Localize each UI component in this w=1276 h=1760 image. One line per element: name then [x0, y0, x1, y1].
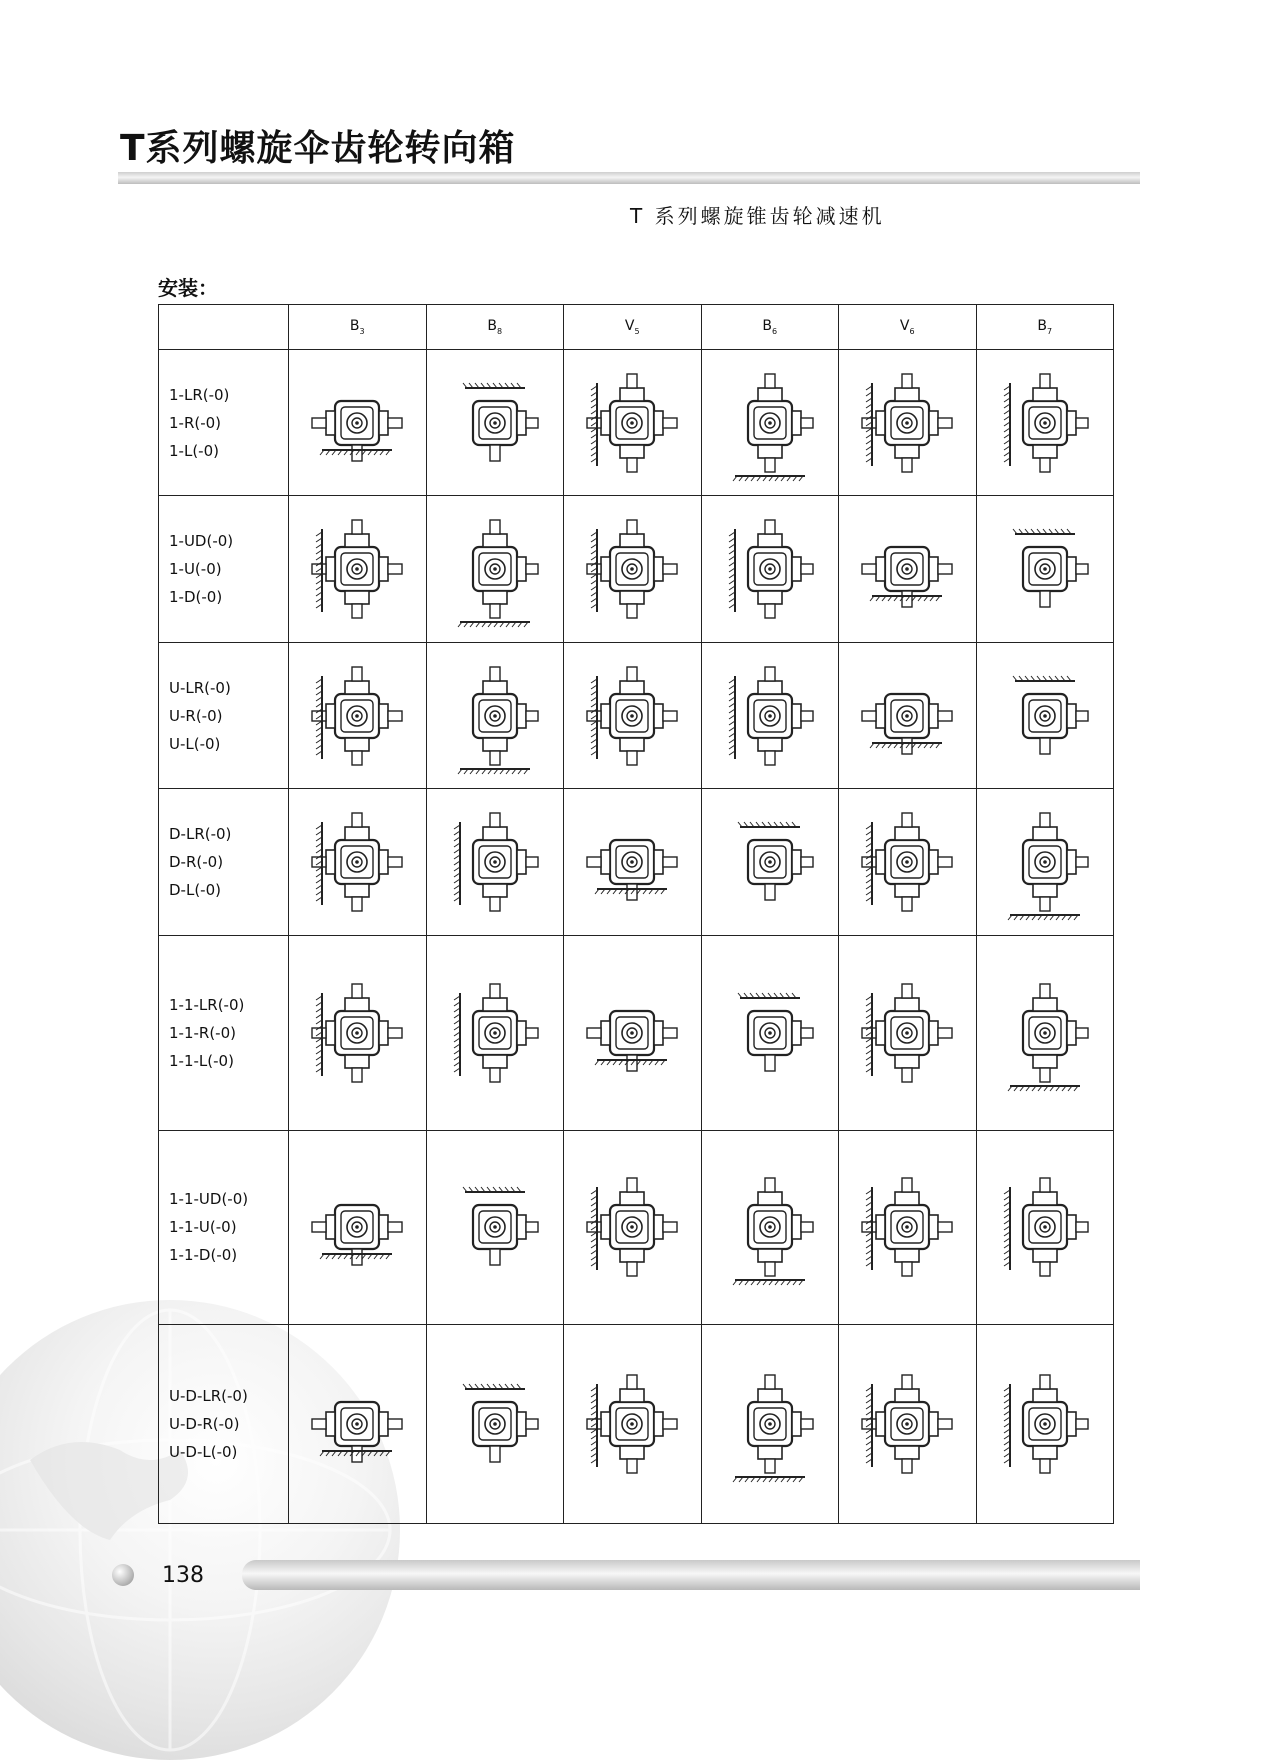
table-row [159, 350, 1114, 496]
gearbox-diagram-icon [977, 651, 1114, 781]
row-label: 1-1-R(-0) [169, 1023, 236, 1042]
table-row [159, 789, 1114, 935]
mounting-diagram-cell [839, 642, 977, 788]
mounting-diagram-cell [426, 496, 564, 642]
mounting-diagram-cell [426, 1130, 564, 1325]
footer-ball-icon [112, 1564, 134, 1586]
mounting-diagram-cell [564, 935, 702, 1130]
mounting-diagram-cell [564, 1325, 702, 1524]
table-header-row [159, 305, 1114, 350]
gearbox-diagram-icon [289, 797, 426, 927]
gearbox-diagram-icon [839, 651, 976, 781]
gearbox-diagram-icon [702, 797, 839, 927]
gearbox-diagram-icon [977, 1162, 1114, 1292]
mounting-diagram-cell [839, 1130, 977, 1325]
mounting-diagram-cell [701, 642, 839, 788]
mounting-diagram-cell [289, 935, 427, 1130]
row-label-cell [159, 789, 289, 935]
gearbox-diagram-icon [289, 968, 426, 1098]
row-label-cell [159, 496, 289, 642]
page-number: 138 [162, 1563, 204, 1588]
row-label: 1-1-UD(-0) [169, 1190, 249, 1209]
gearbox-diagram-icon [839, 968, 976, 1098]
row-label: U-LR(-0) [169, 678, 231, 697]
mounting-diagram-cell [839, 350, 977, 496]
row-label: D-LR(-0) [169, 825, 232, 844]
row-label: D-L(-0) [169, 881, 221, 900]
mounting-diagram-cell [426, 789, 564, 935]
gearbox-diagram-icon [289, 504, 426, 634]
mounting-diagram-cell [289, 350, 427, 496]
mounting-diagram-cell [564, 350, 702, 496]
gearbox-diagram-icon [427, 968, 564, 1098]
gearbox-diagram-icon [702, 504, 839, 634]
mounting-diagram-cell [426, 642, 564, 788]
gearbox-diagram-icon [702, 968, 839, 1098]
row-label: 1-LR(-0) [169, 385, 230, 404]
row-label: U-D-L(-0) [169, 1443, 238, 1462]
gearbox-diagram-icon [839, 1359, 976, 1489]
mounting-diagram-cell [564, 496, 702, 642]
table-row [159, 642, 1114, 788]
mounting-diagram-cell [701, 350, 839, 496]
gearbox-diagram-icon [564, 1162, 701, 1292]
gearbox-diagram-icon [702, 651, 839, 781]
gearbox-diagram-icon [564, 1359, 701, 1489]
row-label: 1-UD(-0) [169, 532, 234, 551]
column-header: $B_6$ [701, 305, 839, 350]
row-label: 1-1-LR(-0) [169, 995, 245, 1014]
gearbox-diagram-icon [427, 504, 564, 634]
gearbox-diagram-icon [427, 358, 564, 488]
row-label: 1-1-L(-0) [169, 1051, 234, 1070]
mounting-diagram-cell [289, 1325, 427, 1524]
row-label-cell [159, 642, 289, 788]
mounting-diagram-cell [839, 935, 977, 1130]
mounting-diagram-cell [839, 1325, 977, 1524]
mounting-diagram-cell [426, 350, 564, 496]
mounting-diagram-cell [426, 935, 564, 1130]
row-label: D-R(-0) [169, 853, 224, 872]
row-label-cell [159, 1130, 289, 1325]
mounting-diagram-cell [701, 789, 839, 935]
mounting-diagram-cell [976, 1325, 1114, 1524]
gearbox-diagram-icon [289, 1359, 426, 1489]
row-label: U-R(-0) [169, 706, 223, 725]
section-label: 安装： [158, 276, 218, 300]
gearbox-diagram-icon [564, 968, 701, 1098]
mounting-diagram-cell [701, 935, 839, 1130]
gearbox-diagram-icon [977, 968, 1114, 1098]
mounting-diagram-cell [701, 1325, 839, 1524]
gearbox-diagram-icon [289, 358, 426, 488]
gearbox-diagram-icon [427, 797, 564, 927]
gearbox-diagram-icon [564, 797, 701, 927]
gearbox-diagram-icon [564, 358, 701, 488]
gearbox-diagram-icon [977, 504, 1114, 634]
gearbox-diagram-icon [564, 504, 701, 634]
title-rule [118, 172, 1140, 184]
row-label: U-L(-0) [169, 734, 221, 753]
mounting-diagram-cell [564, 642, 702, 788]
mounting-diagram-cell [839, 789, 977, 935]
mounting-diagram-cell [701, 1130, 839, 1325]
mounting-diagram-cell [289, 1130, 427, 1325]
mounting-diagram-cell [564, 1130, 702, 1325]
table-row [159, 496, 1114, 642]
gearbox-diagram-icon [839, 1162, 976, 1292]
mounting-diagram-cell [976, 496, 1114, 642]
row-label: 1-L(-0) [169, 441, 219, 460]
mounting-diagram-cell [289, 789, 427, 935]
row-label: 1-R(-0) [169, 413, 222, 432]
gearbox-diagram-icon [702, 358, 839, 488]
mounting-diagram-cell [976, 935, 1114, 1130]
mounting-diagram-cell [976, 350, 1114, 496]
mounting-diagram-cell [839, 496, 977, 642]
mounting-diagram-cell [976, 642, 1114, 788]
mounting-diagram-cell [976, 789, 1114, 935]
page-title: T系列螺旋伞齿轮转向箱 [120, 128, 516, 169]
table-row [159, 1130, 1114, 1325]
gearbox-diagram-icon [977, 1359, 1114, 1489]
row-label-cell [159, 350, 289, 496]
gearbox-diagram-icon [839, 358, 976, 488]
row-label-cell [159, 935, 289, 1130]
header-corner [159, 305, 289, 350]
mounting-diagram-cell [289, 642, 427, 788]
gearbox-diagram-icon [839, 797, 976, 927]
table-row [159, 1325, 1114, 1524]
row-label: 1-D(-0) [169, 588, 223, 607]
mounting-position-table [158, 304, 1114, 1524]
gearbox-diagram-icon [977, 797, 1114, 927]
row-label: 1-1-U(-0) [169, 1218, 237, 1237]
row-label: 1-1-D(-0) [169, 1246, 238, 1265]
gearbox-diagram-icon [427, 1162, 564, 1292]
gearbox-diagram-icon [702, 1162, 839, 1292]
gearbox-diagram-icon [427, 1359, 564, 1489]
mounting-diagram-cell [426, 1325, 564, 1524]
mounting-diagram-cell [976, 1130, 1114, 1325]
table-row [159, 935, 1114, 1130]
gearbox-diagram-icon [427, 651, 564, 781]
footer-rule [242, 1560, 1140, 1590]
mounting-diagram-cell [701, 496, 839, 642]
column-header: $B_8$ [426, 305, 564, 350]
column-header: $B_3$ [289, 305, 427, 350]
column-header: $B_7$ [976, 305, 1114, 350]
row-label: 1-U(-0) [169, 560, 222, 579]
gearbox-diagram-icon [977, 358, 1114, 488]
gearbox-diagram-icon [839, 504, 976, 634]
column-header: $V_6$ [839, 305, 977, 350]
gearbox-diagram-icon [564, 651, 701, 781]
mounting-diagram-cell [564, 789, 702, 935]
gearbox-diagram-icon [289, 651, 426, 781]
mounting-diagram-cell [289, 496, 427, 642]
row-label: U-D-R(-0) [169, 1415, 240, 1434]
column-header: $V_5$ [564, 305, 702, 350]
gearbox-diagram-icon [702, 1359, 839, 1489]
row-label-cell [159, 1325, 289, 1524]
row-label: U-D-LR(-0) [169, 1387, 248, 1406]
page-subtitle: T 系列螺旋锥齿轮减速机 [630, 204, 885, 228]
gearbox-diagram-icon [289, 1162, 426, 1292]
